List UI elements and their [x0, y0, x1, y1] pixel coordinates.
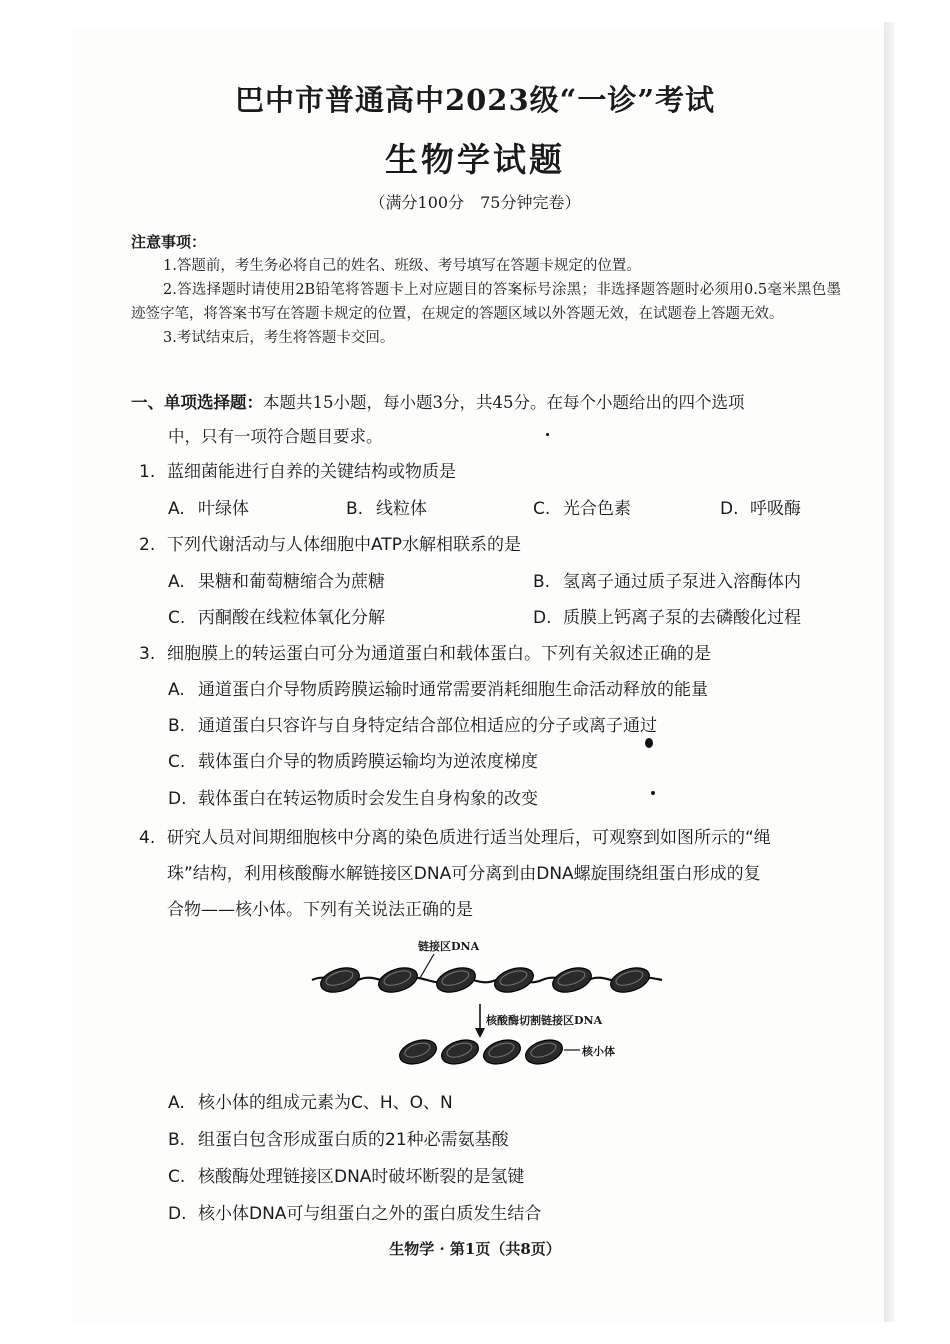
page-footer: 生物学 · 第1页（共8页） [389, 1240, 561, 1258]
option-2a [168, 567, 385, 592]
question-2 [139, 530, 844, 555]
option-letter: D. [168, 789, 187, 809]
option-letter: B. [168, 716, 186, 736]
question-stem: 下列代谢活动与人体细胞中ATP水解相联系的是 [167, 535, 521, 555]
option-text: 通道蛋白只容许与自身特定结合部位相适应的分子或离子通过 [198, 716, 657, 736]
option-text: 丙酮酸在线粒体氧化分解 [198, 608, 385, 628]
exam-title: 巴中市普通高中2023级“一诊”考试 [234, 83, 716, 117]
option-4a [168, 1088, 453, 1113]
option-letter: A. [168, 572, 185, 592]
option-letter: C. [168, 752, 186, 772]
option-text: 载体蛋白介导的物质跨膜运输均为逆浓度梯度 [198, 752, 538, 772]
question-stem-line1: 研究人员对间期细胞核中分离的染色质进行适当处理后，可观察到如图所示的“绳 [167, 828, 771, 848]
option-text: 线粒体 [376, 499, 427, 519]
nucleosome-diagram [300, 932, 680, 1072]
subject-title: 生物学试题 [385, 140, 565, 179]
question-1 [139, 457, 844, 482]
option-text: 光合色素 [563, 499, 631, 519]
option-text: 核酸酶处理链接区DNA时破坏断裂的是氢键 [198, 1167, 525, 1187]
section-text-line1: 本题共15小题，每小题3分，共45分。在每个小题给出的四个选项 [263, 393, 745, 412]
question-number: 1. [139, 462, 156, 482]
option-letter: C. [168, 608, 186, 628]
question-number: 4. [139, 828, 156, 848]
option-letter: C. [168, 1167, 186, 1187]
option-1c [533, 494, 631, 519]
question-number: 3. [139, 644, 156, 664]
score-note: （满分100分 75分钟完卷） [369, 193, 581, 212]
option-letter: D. [533, 608, 552, 628]
option-text: 质膜上钙离子泵的去磷酸化过程 [563, 608, 801, 628]
question-stem: 细胞膜上的转运蛋白可分为通道蛋白和载体蛋白。下列有关叙述正确的是 [167, 644, 711, 664]
question-stem-line2: 珠”结构，利用核酸酶水解链接区DNA可分离到由DNA螺旋围绕组蛋白形成的复 [167, 864, 761, 884]
option-letter: B. [346, 499, 364, 519]
page-edge-shadow [884, 22, 894, 1322]
notes-block [131, 230, 841, 350]
option-2d [533, 603, 801, 628]
question-3 [139, 639, 844, 664]
option-letter: D. [168, 1204, 187, 1224]
question-stem: 蓝细菌能进行自养的关键结构或物质是 [167, 462, 456, 482]
note-item-1: 1.答题前，考生务必将自己的姓名、班级、考号填写在答题卡规定的位置。 [163, 258, 641, 274]
section-text-line2: 中，只有一项符合题目要求。 [168, 427, 383, 446]
cut-arrow-head [475, 1028, 485, 1038]
linker-label-line [420, 954, 434, 978]
option-text: 载体蛋白在转运物质时会发生自身构象的改变 [198, 789, 538, 809]
option-1d [720, 494, 801, 519]
option-text: 核小体DNA可与组蛋白之外的蛋白质发生结合 [198, 1204, 542, 1224]
free-nucleosomes [397, 1036, 566, 1069]
option-letter: B. [533, 572, 551, 592]
option-text: 核小体的组成元素为C、H、O、N [198, 1093, 453, 1113]
scan-speck [651, 791, 655, 795]
option-3d [168, 784, 538, 809]
question-4 [139, 820, 844, 928]
option-text: 通道蛋白介导物质跨膜运输时通常需要消耗细胞生命活动释放的能量 [198, 680, 708, 700]
scan-speck [645, 738, 653, 748]
option-3b [168, 711, 657, 736]
section-header [131, 386, 843, 454]
option-2b [533, 567, 801, 592]
option-letter: C. [533, 499, 551, 519]
option-1b [346, 494, 427, 519]
note-item-3: 3.考试结束后，考生将答题卡交回。 [163, 330, 395, 346]
option-4c [168, 1162, 524, 1187]
option-4d [168, 1199, 541, 1224]
option-3c [168, 747, 538, 772]
section-head: 一、单项选择题： [131, 393, 263, 412]
option-text: 组蛋白包含形成蛋白质的21种必需氨基酸 [198, 1130, 509, 1150]
option-letter: A. [168, 680, 185, 700]
option-text: 呼吸酶 [750, 499, 801, 519]
option-1a [168, 494, 249, 519]
option-letter: A. [168, 499, 185, 519]
question-stem-line3: 合物——核小体。下列有关说法正确的是 [167, 900, 473, 920]
option-text: 果糖和葡萄糖缩合为蔗糖 [198, 572, 385, 592]
nucleosome-figure [300, 932, 680, 1072]
label-linker-dna: 链接区DNA [418, 940, 480, 953]
notes-title: 注意事项： [131, 233, 207, 251]
note-item-2: 2.答选择题时请使用2B铅笔将答题卡上对应题目的答案标号涂黑；非选择题答题时必须用0.5毫米黑色墨迹签字笔，将答案书写在答题卡规定的位置，在规定的答题区域以外答题无效，在试题卷上答题无效。 [131, 282, 841, 322]
scan-speck [546, 433, 549, 436]
question-number: 2. [139, 535, 156, 555]
option-2c [168, 603, 385, 628]
option-3a [168, 675, 708, 700]
string-nucleosomes [318, 963, 653, 996]
option-letter: B. [168, 1130, 186, 1150]
option-text: 叶绿体 [198, 499, 249, 519]
linker-dna-string [312, 978, 662, 983]
option-4b [168, 1125, 509, 1150]
option-letter: A. [168, 1093, 185, 1113]
label-nucleosome: 核小体 [582, 1045, 615, 1058]
option-letter: D. [720, 499, 739, 519]
option-text: 氢离子通过质子泵进入溶酶体内 [563, 572, 801, 592]
label-nuclease-cut: 核酸酶切割链接区DNA [486, 1014, 603, 1027]
